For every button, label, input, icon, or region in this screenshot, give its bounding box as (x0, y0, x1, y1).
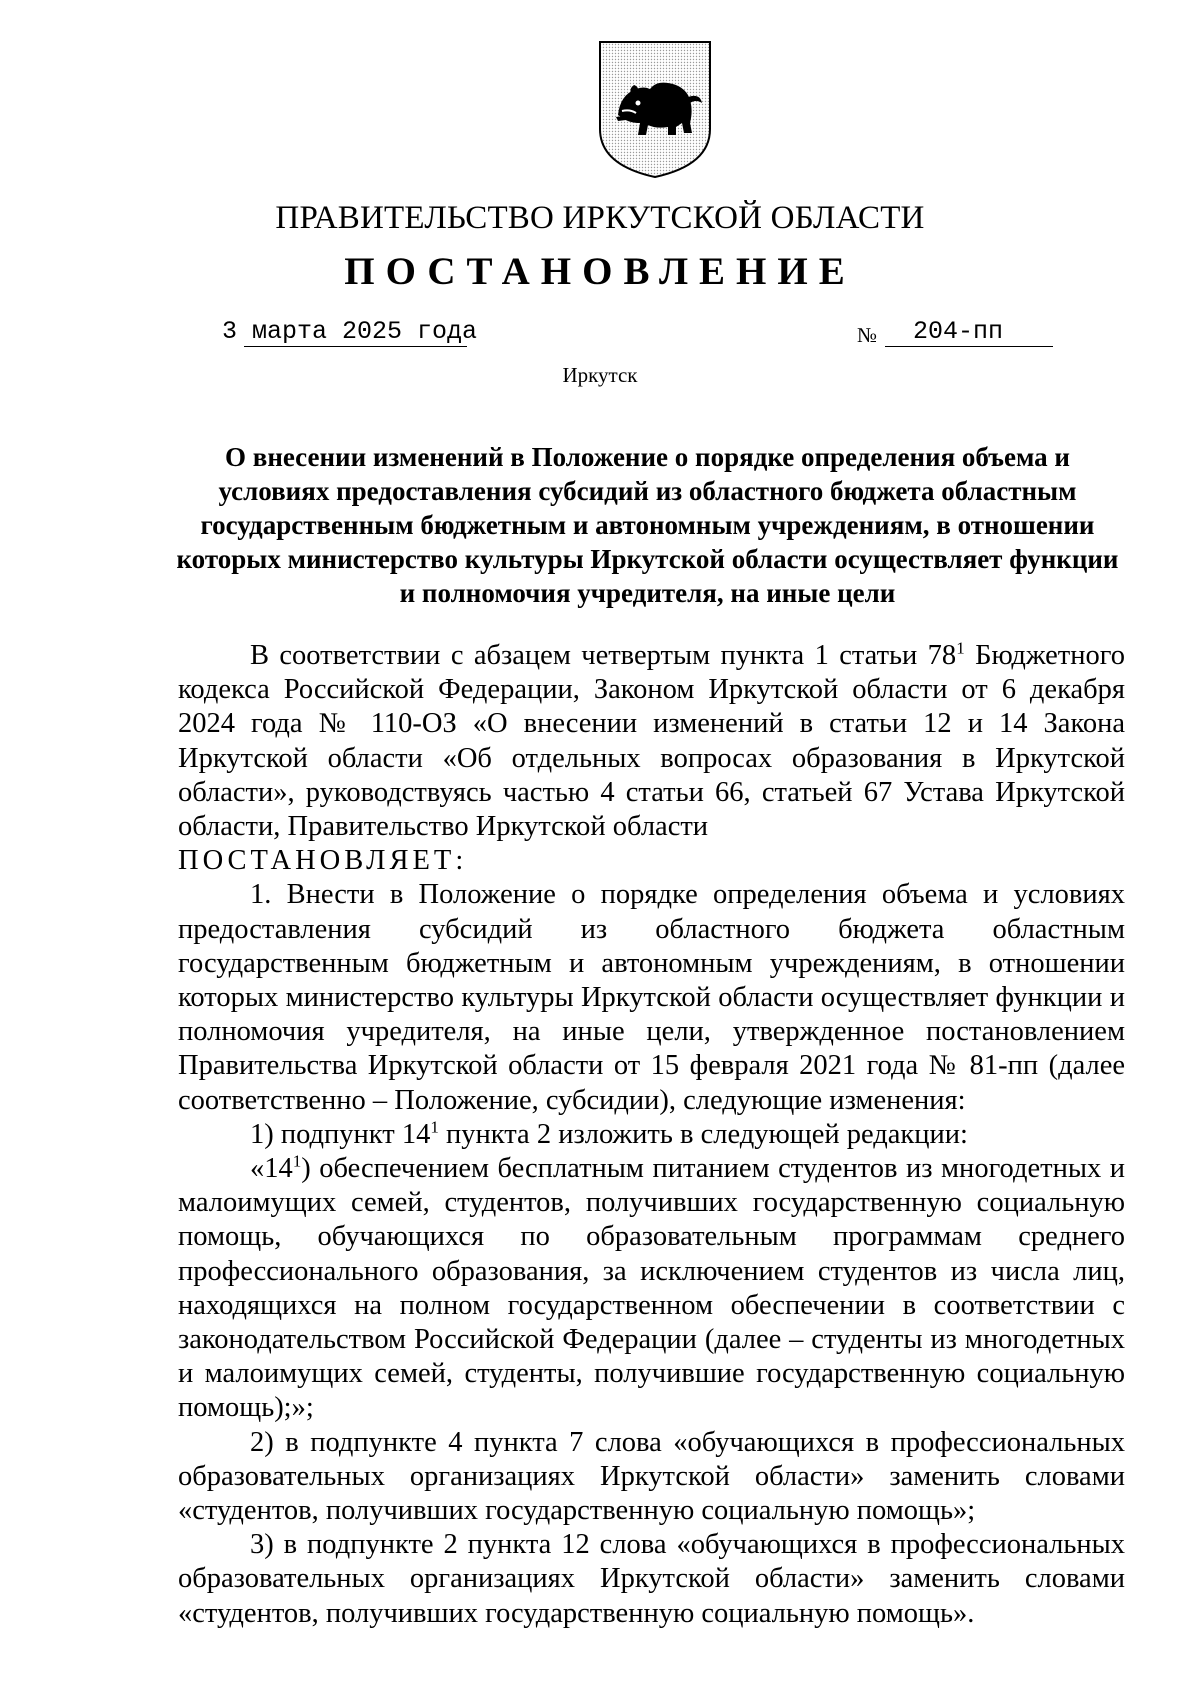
subitem-1-text-rest: пункта 2 изложить в следующей редакции: (438, 1118, 968, 1150)
subitem-2-paragraph: 2) в подпункте 4 пункта 7 слова «обучающихся в профессиональных образовательных организациях Иркутской области» заменить словами «студентов, получивших государственную социальную помощь»; (178, 1426, 1125, 1527)
number-sign: № (857, 323, 878, 347)
preamble-text-rest: Бюджетного кодекса Российской Федерации, Законом Иркутской области от 6 декабря 2024 года № 110-ОЗ «О внесении изменений в статьи 12 и 14 Закона Иркутской области «Об отдельных вопросах образования в Иркутской области», руководствуясь частью 4 статьи 66, статьей 67 Устава Иркутской области, Правительство Иркутской области (178, 640, 1125, 843)
resolves-word: ПОСТАНОВЛЯЕТ: (178, 845, 468, 877)
superscript: 1 (430, 1117, 439, 1137)
subitem-1-paragraph (178, 1118, 1125, 1152)
city: Иркутск (562, 363, 638, 387)
government-name: ПРАВИТЕЛЬСТВО ИРКУТСКОЙ ОБЛАСТИ (275, 200, 925, 236)
superscript: 1 (956, 638, 965, 658)
preamble-text: В соответствии с абзацем четвертым пункта 1 статьи 78 (250, 640, 957, 671)
subitem-1-text: 1) подпункт 14 (250, 1118, 431, 1150)
number-underline (885, 346, 1053, 347)
date-underline (244, 346, 467, 347)
document-number: 204-пп (913, 317, 1004, 346)
item-1-paragraph: 1. Внести в Положение о порядке определения объема и условиях предоставления субсидий из областного бюджета областным государственным бюджетным и автономным учреждениям, в отношении которых министерство культуры Иркутской области осуществляет функции и полномочия учредителя, на иные цели, утвержденное постановлением Правительства Иркутской области от 15 февраля 2021 года № 81-пп (далее соответственно – Положение, субсидии), следующие изменения: (178, 879, 1125, 1116)
subitem-3-paragraph: 3) в подпункте 2 пункта 12 слова «обучающихся в профессиональных образовательных организациях Иркутской области» заменить словами «студентов, получивших государственную социальную помощь». (178, 1529, 1125, 1629)
document-body (178, 639, 1125, 1631)
irkutsk-coat-of-arms-icon (596, 37, 714, 182)
superscript: 1 (292, 1151, 302, 1171)
preamble-paragraph (178, 639, 1125, 844)
new-wording-text-rest: ) обеспечением бесплатным питанием студентов из многодетных и малоимущих семей, студентов, получивших государственную социальную помощь, обучающихся по образовательным программам среднего профессионального образования, за исключением студентов из числа лиц, находящихся на полном государственном обеспечении в соответствии с законодательством Российской Федерации (далее – студенты из многодетных и малоимущих семей, студенты, получившие государственную социальную помощь);»; (178, 1153, 1125, 1424)
new-wording-paragraph (178, 1152, 1125, 1426)
document-heading: О внесении изменений в Положение о порядке определения объема и условиях предоставления субсидий из областного бюджета областным государственным бюджетным и автономным учреждениям, в отношении которых министерство культуры Иркутской области осуществляет функции и полномочия учредителя, на иные цели (176, 442, 1119, 608)
new-wording-text: «14 (250, 1153, 293, 1185)
document-type: ПОСТАНОВЛЕНИЕ (344, 250, 856, 293)
document-date: 3 марта 2025 года (222, 317, 478, 346)
